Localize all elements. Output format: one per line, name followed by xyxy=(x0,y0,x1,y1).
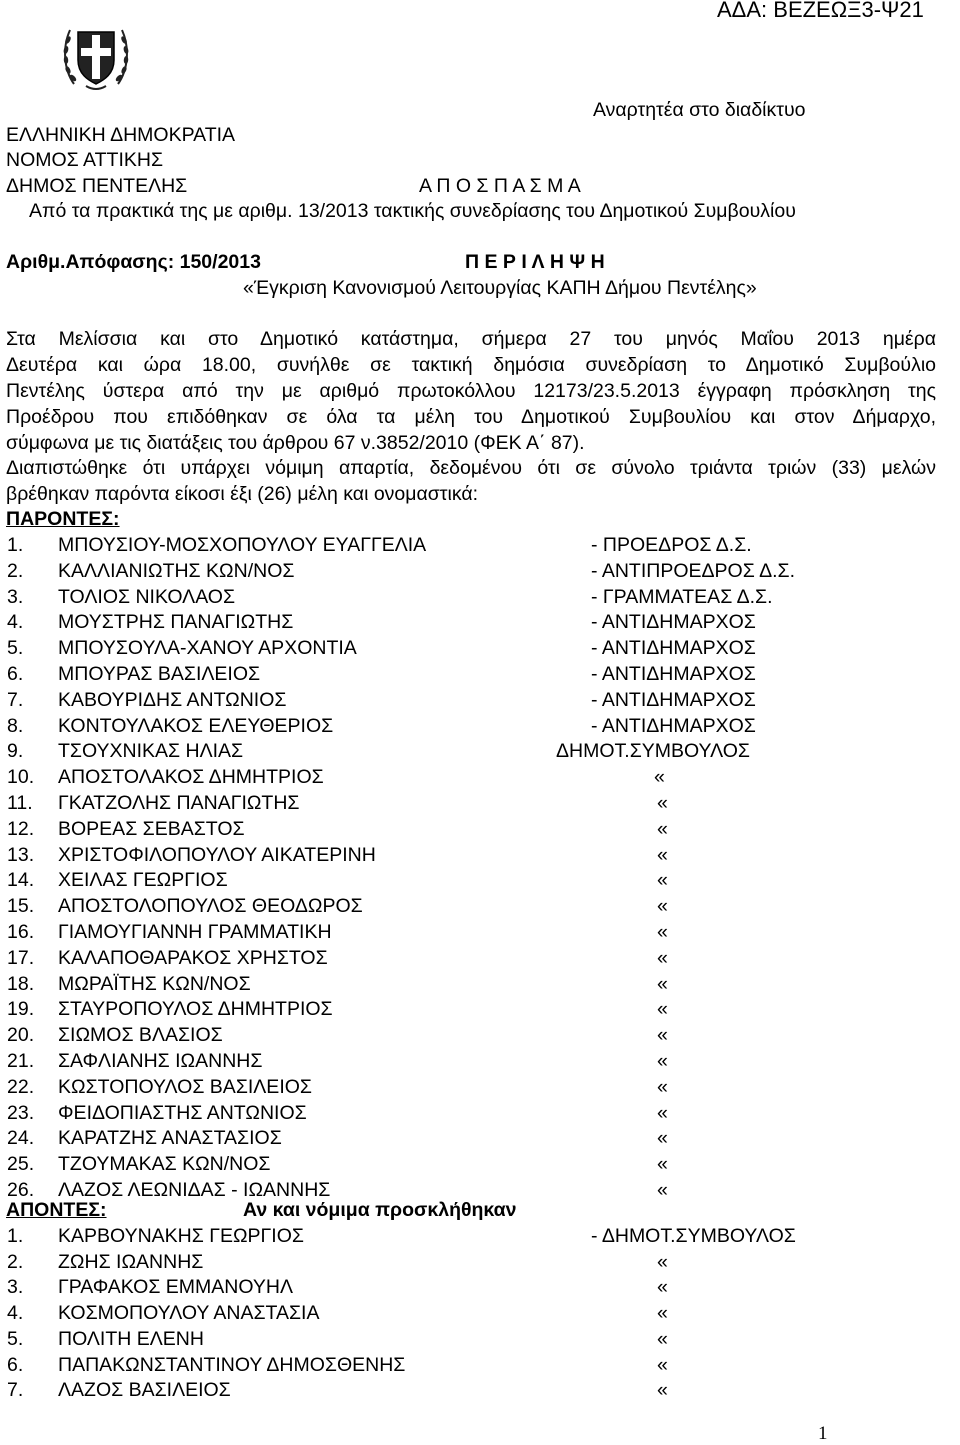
member-role: « xyxy=(657,1276,668,1299)
list-item xyxy=(0,688,960,715)
member-name: ΓΚΑΤΖΟΛΗΣ ΠΑΝΑΓΙΩΤΗΣ xyxy=(58,792,300,814)
list-item xyxy=(0,714,960,741)
member-name: ΓΙΑΜΟΥΓΙΑΝΝΗ ΓΡΑΜΜΑΤΙΚΗ xyxy=(58,921,332,943)
list-item xyxy=(0,1026,960,1050)
list-item xyxy=(0,536,960,560)
item-number: 12. xyxy=(7,817,35,840)
body-line: Δευτέρα και ώρα 18.00, συνήλθε σε τακτική δημόσια συνεδρίαση το Δημοτικό Συμβούλιο xyxy=(6,354,936,376)
member-role: - ΑΝΤΙΔΗΜΑΡΧΟΣ xyxy=(591,611,756,634)
member-name: ΖΩΗΣ ΙΩΑΝΝΗΣ xyxy=(58,1250,204,1273)
item-number: 22. xyxy=(7,1075,35,1098)
member-name: ΚΑΡΒΟΥΝΑΚΗΣ ΓΕΩΡΓΙΟΣ xyxy=(58,1225,304,1247)
item-number: 17. xyxy=(7,946,35,969)
item-number: 11. xyxy=(7,792,33,814)
member-name: ΤΣΟΥΧΝΙΚΑΣ ΗΛΙΑΣ xyxy=(58,740,244,763)
country-name: ΕΛΛΗΝΙΚΗ ΔΗΜΟΚΡΑΤΙΑ xyxy=(6,124,236,146)
item-number: 13. xyxy=(7,843,35,866)
list-item xyxy=(0,559,960,586)
item-number: 10. xyxy=(7,766,35,789)
member-name: ΧΡΙΣΤΟΦΙΛΟΠΟΥΛΟΥ ΑΙΚΑΤΕΡΙΝΗ xyxy=(58,843,376,866)
present-heading: ΠΑΡΟΝΤΕΣ: xyxy=(6,508,120,530)
list-item xyxy=(0,1129,960,1153)
body-line: Προέδρου που επιδόθηκαν σε όλα τα μέλη του Δημοτικού Συμβουλίου και στον Δήμαρχο, xyxy=(6,406,936,428)
member-role: « xyxy=(657,1101,668,1124)
member-role: « xyxy=(657,817,668,840)
item-number: 1. xyxy=(7,534,24,556)
item-number: 25. xyxy=(7,1153,35,1176)
item-number: 5. xyxy=(7,1327,24,1350)
member-role: « xyxy=(657,1153,668,1176)
list-item xyxy=(0,613,960,637)
member-name: ΤΖΟΥΜΑΚΑΣ ΚΩΝ/ΝΟΣ xyxy=(58,1153,271,1176)
prefecture-name: ΝΟΜΟΣ ΑΤΤΙΚΗΣ xyxy=(6,149,163,171)
member-role: « xyxy=(657,895,668,918)
member-name: ΛΑΖΟΣ ΛΕΩΝΙΔΑΣ - ΙΩΑΝΝΗΣ xyxy=(58,1179,331,1201)
member-role: « xyxy=(657,1050,668,1072)
member-name: ΠΟΛΙΤΗ ΕΛΕΝΗ xyxy=(58,1327,204,1350)
member-name: ΚΑΛΑΠΟΘΑΡΑΚΟΣ ΧΡΗΣΤΟΣ xyxy=(58,946,328,969)
member-role: « xyxy=(657,843,668,866)
member-name: ΠΑΠΑΚΩΝΣΤΑΝΤΙΝΟΥ ΔΗΜΟΣΘΕΝΗΣ xyxy=(58,1353,406,1376)
member-role: - ΑΝΤΙΔΗΜΑΡΧΟΣ xyxy=(591,714,756,737)
member-name: ΣΑΦΛΙΑΝΗΣ ΙΩΑΝΝΗΣ xyxy=(58,1050,263,1072)
list-item xyxy=(0,794,960,818)
member-role: - ΑΝΤΙΠΡΟΕΔΡΟΣ Δ.Σ. xyxy=(591,559,796,582)
item-number: 7. xyxy=(7,688,24,711)
item-number: 5. xyxy=(7,637,24,660)
item-number: 3. xyxy=(7,1276,24,1299)
item-number: 7. xyxy=(7,1379,24,1402)
minutes-reference: Από τα πρακτικά της με αριθμ. 13/2013 τακτικής συνεδρίασης του Δημοτικού Συμβουλίου xyxy=(29,200,796,222)
list-item xyxy=(0,1353,960,1380)
item-number: 18. xyxy=(7,972,35,995)
member-role: « xyxy=(657,1179,668,1201)
list-item xyxy=(0,1075,960,1102)
item-number: 19. xyxy=(7,998,35,1021)
ada-code: ΑΔΑ: ΒΕΖΕΩΞ3-Ψ21 xyxy=(717,0,924,22)
member-role: - ΑΝΤΙΔΗΜΑΡΧΟΣ xyxy=(591,663,756,685)
member-name: ΦΕΙΔΟΠΙΑΣΤΗΣ ΑΝΤΩΝΙΟΣ xyxy=(58,1101,307,1124)
member-name: ΣΤΑΥΡΟΠΟΥΛΟΣ ΔΗΜΗΤΡΙΟΣ xyxy=(58,998,333,1021)
member-role: « xyxy=(657,1250,668,1273)
member-name: ΒΟΡΕΑΣ ΣΕΒΑΣΤΟΣ xyxy=(58,817,245,840)
member-role: - ΠΡΟΕΔΡΟΣ Δ.Σ. xyxy=(591,534,752,556)
list-item xyxy=(0,742,960,766)
body-line: Στα Μελίσσια και στο Δημοτικό κατάστημα, σήμερα 27 του μηνός Μαΐου 2013 ημέρα xyxy=(6,328,936,350)
item-number: 2. xyxy=(7,559,24,582)
member-role: - ΓΡΑΜΜΑΤΕΑΣ Δ.Σ. xyxy=(591,585,773,608)
absent-note: Αν και νόμιμα προσκλήθηκαν xyxy=(243,1199,517,1221)
member-name: ΑΠΟΣΤΟΛΑΚΟΣ ΔΗΜΗΤΡΙΟΣ xyxy=(58,766,324,789)
member-role: « xyxy=(657,1353,668,1376)
member-name: ΣΙΩΜΟΣ ΒΛΑΣΙΟΣ xyxy=(58,1024,223,1047)
item-number: 4. xyxy=(7,1302,24,1325)
list-item xyxy=(0,1155,960,1179)
posting-note: Αναρτητέα στο διαδίκτυο xyxy=(593,99,806,121)
page-number: 1 xyxy=(818,1423,828,1444)
list-item xyxy=(0,871,960,895)
member-role: « xyxy=(657,1127,668,1150)
list-item xyxy=(0,1101,960,1128)
member-name: ΑΠΟΣΤΟΛΟΠΟΥΛΟΣ ΘΕΟΔΩΡΟΣ xyxy=(58,895,363,918)
item-number: 23. xyxy=(7,1101,35,1124)
member-name: ΧΕΙΛΑΣ ΓΕΩΡΓΙΟΣ xyxy=(58,869,228,892)
member-role: « xyxy=(657,792,668,814)
list-item xyxy=(0,1052,960,1076)
summary-label: Π Ε Ρ Ι Λ Η Ψ Η xyxy=(465,251,605,273)
member-role: « xyxy=(657,972,668,995)
member-name: ΓΡΑΦΑΚΟΣ ΕΜΜΑΝΟΥΗΛ xyxy=(58,1276,294,1299)
item-number: 8. xyxy=(7,714,24,737)
item-number: 6. xyxy=(7,1353,24,1376)
list-item xyxy=(0,843,960,870)
member-name: ΤΟΛΙΟΣ ΝΙΚΟΛΑΟΣ xyxy=(58,585,236,608)
item-number: 3. xyxy=(7,585,24,608)
item-number: 24. xyxy=(7,1127,35,1150)
member-role: « xyxy=(657,1302,668,1325)
municipality-name: ΔΗΜΟΣ ΠΕΝΤΕΛΗΣ xyxy=(6,175,188,197)
member-role: « xyxy=(657,998,668,1021)
body-line: σύμφωνα με τις διατάξεις του άρθρου 67 ν.3852/2010 (ΦΕΚ Α΄ 87). xyxy=(6,432,585,454)
list-item xyxy=(0,1250,960,1277)
item-number: 2. xyxy=(7,1250,24,1273)
member-role: « xyxy=(657,1379,668,1402)
member-role: « xyxy=(654,766,665,789)
list-item xyxy=(0,1381,960,1405)
list-item xyxy=(0,972,960,999)
member-name: ΛΑΖΟΣ ΒΑΣΙΛΕΙΟΣ xyxy=(58,1379,231,1402)
item-number: 16. xyxy=(7,921,35,943)
list-item xyxy=(0,1327,960,1354)
member-name: ΜΠΟΥΡΑΣ ΒΑΣΙΛΕΙΟΣ xyxy=(58,663,261,685)
list-item xyxy=(0,768,960,792)
item-number: 4. xyxy=(7,611,24,634)
member-name: ΚΑΒΟΥΡΙΔΗΣ ΑΝΤΩΝΙΟΣ xyxy=(58,688,287,711)
member-name: ΚΑΡΑΤΖΗΣ ΑΝΑΣΤΑΣΙΟΣ xyxy=(58,1127,282,1150)
member-name: ΚΑΛΛΙΑΝΙΩΤΗΣ ΚΩΝ/ΝΟΣ xyxy=(58,559,295,582)
member-role: « xyxy=(657,921,668,943)
member-name: ΚΩΣΤΟΠΟΥΛΟΣ ΒΑΣΙΛΕΙΟΣ xyxy=(58,1075,312,1098)
list-item xyxy=(0,1304,960,1328)
list-item xyxy=(0,585,960,612)
item-number: 1. xyxy=(7,1225,24,1247)
list-item xyxy=(0,946,960,973)
item-number: 21. xyxy=(7,1050,35,1072)
item-number: 20. xyxy=(7,1024,35,1047)
item-number: 14. xyxy=(7,869,35,892)
member-role: - ΑΝΤΙΔΗΜΑΡΧΟΣ xyxy=(591,637,756,660)
member-name: ΜΠΟΥΣΙΟΥ-ΜΟΣΧΟΠΟΥΛΟΥ ΕΥΑΓΓΕΛΙΑ xyxy=(58,534,427,556)
document-type: Α Π Ο Σ Π Α Σ Μ Α xyxy=(419,175,581,197)
member-role: « xyxy=(657,869,668,892)
list-item xyxy=(0,1227,960,1251)
item-number: 9. xyxy=(7,740,24,763)
list-item xyxy=(0,897,960,921)
absent-heading: ΑΠΟΝΤΕΣ: xyxy=(6,1199,107,1221)
list-item xyxy=(0,1278,960,1302)
member-role: « xyxy=(657,1327,668,1350)
body-line: Πεντέλης ύστερα από την με αριθμό πρωτοκόλλου 12173/23.5.2013 έγγραφη πρόσκληση της xyxy=(6,380,936,402)
member-role: « xyxy=(657,1075,668,1098)
item-number: 15. xyxy=(7,895,35,918)
list-item xyxy=(0,923,960,947)
decision-subject: «Έγκριση Κανονισμού Λειτουργίας ΚΑΠΗ Δήμου Πεντέλης» xyxy=(243,277,757,299)
member-role: « xyxy=(657,1024,668,1047)
member-name: ΚΟΝΤΟΥΛΑΚΟΣ ΕΛΕΥΘΕΡΙΟΣ xyxy=(58,714,334,737)
greek-coat-of-arms-icon xyxy=(60,14,132,94)
list-item xyxy=(0,1000,960,1024)
item-number: 26. xyxy=(7,1179,35,1201)
member-name: ΚΟΣΜΟΠΟΥΛΟΥ ΑΝΑΣΤΑΣΙΑ xyxy=(58,1302,320,1325)
list-item xyxy=(0,817,960,844)
body-line: Διαπιστώθηκε ότι υπάρχει νόμιμη απαρτία, δεδομένου ότι σε σύνολο τριάντα τριών (33) μελών xyxy=(6,457,936,479)
member-name: ΜΟΥΣΤΡΗΣ ΠΑΝΑΓΙΩΤΗΣ xyxy=(58,611,294,634)
member-name: ΜΩΡΑΪΤΗΣ ΚΩΝ/ΝΟΣ xyxy=(58,972,251,995)
list-item xyxy=(0,665,960,689)
decision-number: Αριθμ.Απόφασης: 150/2013 xyxy=(6,251,261,273)
member-role: ΔΗΜΟΤ.ΣΥΜΒΟΥΛΟΣ xyxy=(556,740,750,763)
item-number: 6. xyxy=(7,663,24,685)
list-item xyxy=(0,639,960,663)
body-line: βρέθηκαν παρόντα είκοσι έξι (26) μέλη και ονομαστικά: xyxy=(6,483,479,505)
member-name: ΜΠΟΥΣΟΥΛΑ-ΧΑΝΟΥ ΑΡΧΟΝΤΙΑ xyxy=(58,637,357,660)
member-role: « xyxy=(657,946,668,969)
member-role: - ΑΝΤΙΔΗΜΑΡΧΟΣ xyxy=(591,688,756,711)
member-role: - ΔΗΜΟΤ.ΣΥΜΒΟΥΛΟΣ xyxy=(591,1225,796,1247)
